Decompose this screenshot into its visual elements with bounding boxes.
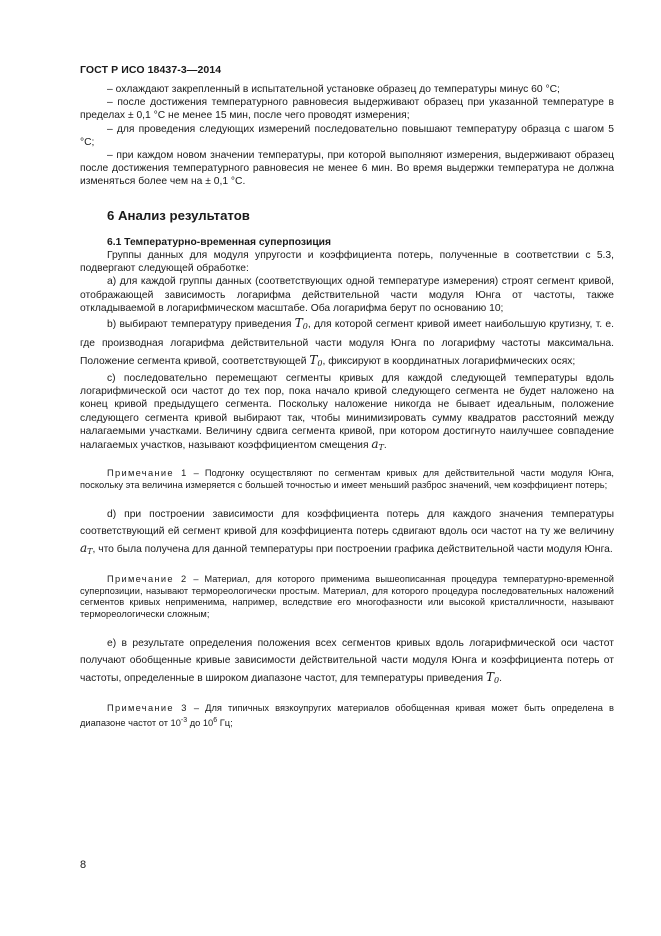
intro-item-4: – при каждом новом значении температуры, при которой выполняют измерения, выдерживают образец после достижения температурного равновесия не менее 6 мин. Во время выдержки температура не должна изменяться более чем на ± 0,1 °С. — [80, 150, 614, 188]
item-e: е) в результате определения положения всех сегментов кривых вдоль логарифмической оси частот получают обобщенные кривые зависимости действительной части модуля Юнга и коэффициента потерь от частоты, определенные в широком диапазоне частот, для температуры приведения $T_0$. — [80, 638, 614, 686]
item-d: d) при построении зависимости для коэффициента потерь для каждого значения температуры соответствующий ей сегмент кривой для коэффициента потерь сдвигают вдоль оси частот на ту же величину $a_T$, что была получена для данной температуры при построении графика действительной части модуля Юнга. — [80, 508, 614, 556]
item-c: с) последовательно перемещают сегменты кривых для каждой следующей температуры вдоль логарифмической оси частот до тех пор, пока начало кривой следующего сегмента не будет наложено на конец кривой предыдущего сегмента. Поскольку наложение никогда не бывает идеальным, положение следующего сегмента кривой выбирают так, чтобы минимизировать сумму квадратов расстояний между налагаемыми участками. Величину сдвига сегмента кривой, при котором достигнуто наилучшее совпадение налагаемых участков, называют коэффициентом смещения $a_T$. — [80, 373, 614, 453]
document-header: ГОСТ Р ИСО 18437-3—2014 — [80, 64, 222, 76]
symbol-t0: $T_0$ — [294, 316, 308, 332]
intro-item-3: – для проведения следующих измерений последовательно повышают температуру образца с шагом 5 °С; — [80, 123, 614, 148]
symbol-t0: $T_0$ — [309, 353, 323, 369]
note-2: Примечание 2 – Материал, для которого применима вышеописанная процедура температурно-временной суперпозиции, называют термореологически простым. Материал, для которого процедура последовательных наложений сегментов кривых неприменима, например, вследствие его многофазности или высокой кристалличности, называют термореологически сложным; — [80, 573, 614, 620]
intro-item-1: – охлаждают закрепленный в испытательной установке образец до температуры минус 60 °С; — [107, 84, 560, 95]
note-1: Примечание 1 – Подгонку осуществляют по сегментам кривых для действительной части модуля Юнга, поскольку эта величина измеряется с большей точностью и имеет меньший разброс значений, чем коэффициент потерь; — [80, 468, 614, 491]
page-number: 8 — [80, 859, 87, 871]
symbol-at: $a_T$ — [80, 540, 93, 556]
subsection-heading: 6.1 Температурно-временная суперпозиция — [107, 236, 332, 248]
symbol-t0: $T_0$ — [485, 670, 500, 686]
item-a: а) для каждой группы данных (соответствующих одной температуре измерения) строят сегмент кривой, отображающей зависимость логарифма действительной части модуля Юнга от частоты, также откладываемой в логарифмическом масштабе. Оба логарифма берут по основанию 10; — [80, 276, 614, 314]
main-text — [80, 83, 614, 744]
item-b: b) выбирают температуру приведения $T_0$, для которой сегмент кривой имеет наибольшую крутизну, т. е. где производная логарифма действительной части модуля Юнга по логарифму частоты максимальна. Положение сегмента кривой, соответствующей $T_0$, фиксируют в координатных логарифмических осях; — [80, 316, 614, 369]
note-3: Примечание 3 – Для типичных вязкоупругих материалов обобщенная кривая может быть определена в диапазоне частот от $10^{-3}$ до $10^6$ Гц; — [80, 703, 614, 728]
section-heading: 6 Анализ результатов — [107, 207, 250, 223]
symbol-at: $a_T$ — [371, 437, 384, 453]
intro-item-2: – после достижения температурного равновесия выдерживают образец при указанной температуре в пределах ± 0,1 °С не менее 15 мин, после чего проводят измерения; — [80, 97, 614, 122]
subsection-lead: Группы данных для модуля упругости и коэффициента потерь, полученные в соответствии с 5.3, подвергают следующей обработке: — [80, 250, 614, 275]
